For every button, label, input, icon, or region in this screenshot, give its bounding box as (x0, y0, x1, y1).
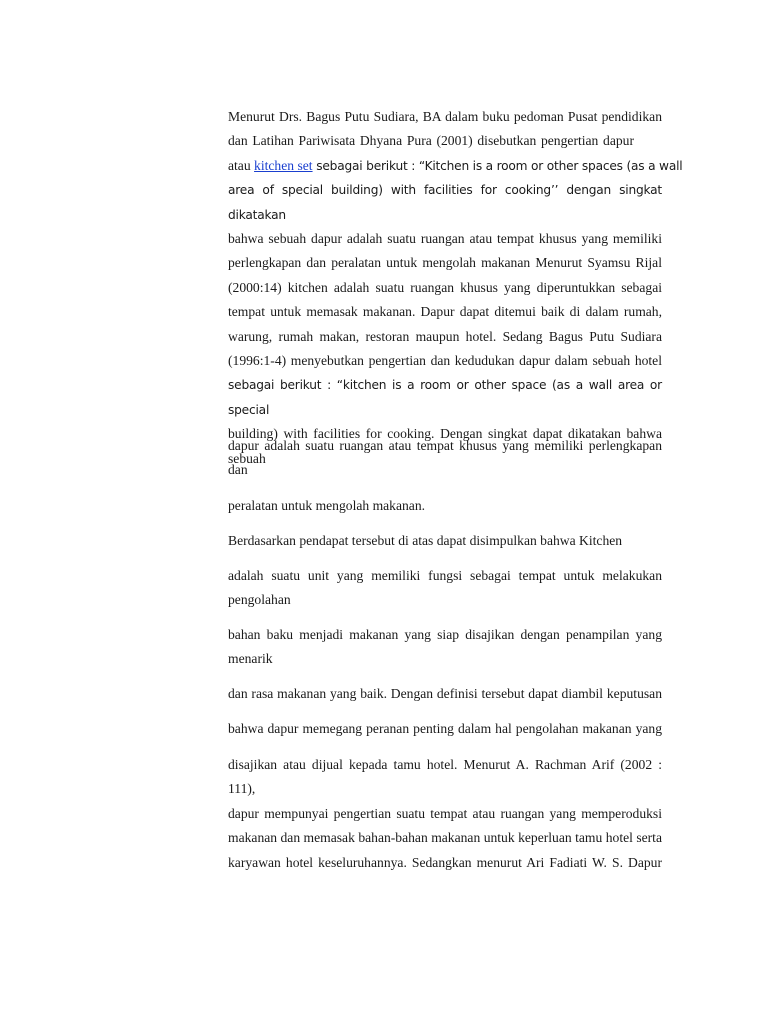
text-line: sebuah (228, 450, 266, 466)
text-line: (1996:1-4) menyebutkan pengertian dan kedudukan dapur dalam sebuah hotel (228, 353, 662, 369)
paragraph-6 (228, 623, 662, 672)
text-line: dan rasa makanan yang baik. Dengan definisi tersebut dapat diambil keputusan (228, 686, 662, 701)
paragraph-5 (228, 564, 662, 613)
text-line: building) with facilities for cooking. Dengan singkat dapat dikatakan bahwa (228, 426, 662, 442)
text-line: atau kitchen set sebagai berikut : “Kitchen is a room or other spaces (as a wall (228, 157, 683, 173)
text-line: karyawan hotel keseluruhannya. Sedangkan menurut Ari Fadiati W. S. Dapur (228, 854, 662, 870)
text-line: dan (228, 462, 248, 478)
text-line: bahan baku menjadi makanan yang siap disajikan dengan penampilan yang (228, 627, 662, 642)
text-line: perlengkapan dan peralatan untuk mengolah makanan Menurut Syamsu Rijal (228, 255, 662, 271)
paragraph-3 (228, 494, 662, 518)
text-line: dan Latihan Pariwisata Dhyana Pura (2001) disebutkan pengertian dapur (228, 133, 634, 149)
paragraph-1 (228, 105, 683, 471)
paragraph-4 (228, 529, 662, 553)
paragraph-9 (228, 753, 662, 875)
text-line: area of special building) with facilities for cooking’’ dengan singkat dikatakan (228, 183, 662, 222)
paragraph-8 (228, 717, 662, 741)
text-line: (2000:14) kitchen adalah suatu ruangan khusus yang diperuntukkan sebagai (228, 279, 662, 295)
text-line: dapur mempunyai pengertian suatu tempat atau ruangan yang memperoduksi (228, 805, 662, 821)
text-line: dapur adalah suatu ruangan atau tempat khusus yang memiliki perlengkapan (228, 438, 662, 453)
text-line: makanan dan memasak bahan-bahan makanan untuk keperluan tamu hotel serta (228, 830, 662, 846)
text-line: tempat untuk memasak makanan. Dapur dapat ditemui baik di dalam rumah, (228, 304, 662, 320)
text-line: warung, rumah makan, restoran maupun hotel. Sedang Bagus Putu Sudiara (228, 328, 662, 344)
text-line: bahwa dapur memegang peranan penting dalam hal pengolahan makanan yang (228, 721, 662, 736)
text-line: menarik (228, 651, 273, 667)
paragraph-2 (228, 434, 662, 483)
text-line: pengolahan (228, 592, 291, 608)
paragraph-7 (228, 682, 662, 706)
text-line: sebagai berikut : “kitchen is a room or other space (as a wall area or special (228, 378, 662, 417)
text-line: peralatan untuk mengolah makanan. (228, 498, 426, 513)
text-line: Berdasarkan pendapat tersebut di atas dapat disimpulkan bahwa Kitchen (228, 533, 623, 548)
kitchen-set-link[interactable]: kitchen set (254, 157, 313, 173)
text-line: Menurut Drs. Bagus Putu Sudiara, BA dalam buku pedoman Pusat pendidikan (228, 109, 662, 124)
text-line: bahwa sebuah dapur adalah suatu ruangan atau tempat khusus yang memiliki (228, 231, 662, 247)
text-line: adalah suatu unit yang memiliki fungsi sebagai tempat untuk melakukan (228, 568, 662, 583)
text-line: disajikan atau dijual kepada tamu hotel. Menurut A. Rachman Arif (2002 : 111), (228, 757, 662, 797)
